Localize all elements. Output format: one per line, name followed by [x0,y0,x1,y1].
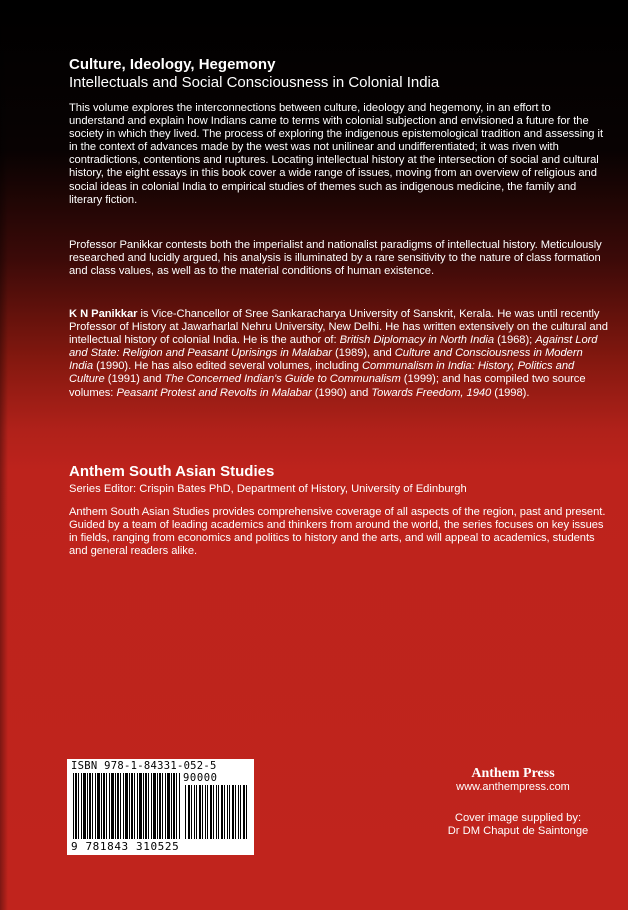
cover-credit-name: Dr DM Chaput de Saintonge [447,825,589,837]
barcode-addon-bars [185,785,249,839]
work-title: Communalism in India: History, Politics and Culture [69,360,575,386]
author-bio-text: is Vice-Chancellor of Sree Sankaracharya University of Sanskrit, Kerala. He was until recently Professor of History at Jawarharlal Nehru University, New Delhi. He has written extensively on the cultural and intellectual history of colonial India. He is the author of: [69,308,608,347]
blurb-paragraph-1: This volume explores the interconnections between culture, ideology and hegemony, in an effort to understand and explain how Indians came to terms with colonial subjection and envisioned a future for the society in which they lived. The process of exploring the indigenous epistemological tradition and assessing it in the context of advances made by the west was not unilinear and undifferentiated; it was riven with contradictions, contentions and ruptures. Locating intellectual history at the intersection of social and cultural history, the eight essays in this book cover a wide range of issues, moving from an overview of religious and social ideas in colonial India to empirical studies of themes such as indigenous medicine, the family and literary fiction. [69,102,604,206]
work-title: The Concerned Indian's Guide to Communalism [164,373,401,386]
spine-shadow [0,0,8,910]
series-editor: Series Editor: Crispin Bates PhD, Department of History, University of Edinburgh [69,483,467,495]
blurb-paragraph-2: Professor Panikkar contests both the imperialist and nationalist paradigms of intellectual history. Meticulously researched and lucidly argued, his analysis is illuminated by a rare sensitivity to the nature of class formation and class values, as well as to the material conditions of human existence. [69,239,602,278]
isbn-barcode [67,759,254,855]
author-bio [69,308,609,400]
author-bio-text: (1990) and [311,386,372,399]
work-title: Peasant Protest and Revolts in Malabar [116,386,312,399]
series-title: Anthem South Asian Studies [69,463,275,480]
work-title: Culture and Consciousness in Modern India [69,347,583,373]
barcode-digits: 9 781843 310525 [71,840,180,853]
cover-credit-label: Cover image supplied by: [454,812,582,824]
work-title: British Diplomacy in North India [339,334,495,347]
work-title: Towards Freedom, 1940 [371,386,492,399]
author-bio-text: (1991) and [104,373,165,386]
work-title: Against Lord and State: Religion and Peasant Uprisings in Malabar [69,334,598,360]
series-description: Anthem South Asian Studies provides comprehensive coverage of all aspects of the region, past and present. Guided by a team of leading academics and thinkers from around the world, the series focuses on key issues in fields, ranging from economics and politics to history and the arts, and will appeal to academics, students and general readers alike. [69,506,606,558]
barcode-bars [73,773,181,839]
book-title: Culture, Ideology, Hegemony [69,56,276,73]
author-bio-text: (1999); and has compiled two source volumes: [69,373,586,399]
book-subtitle: Intellectuals and Social Consciousness in Colonial India [69,74,440,91]
author-bio-text: (1968); [494,334,536,347]
author-bio-text: (1998). [491,386,530,399]
author-name: K N Panikkar [69,308,138,320]
author-bio-text: (1990). He has also edited several volumes, including [93,360,363,373]
publisher-name: Anthem Press [471,766,555,781]
isbn-number: ISBN 978-1-84331-052-5 [71,760,217,772]
author-bio-text: (1989), and [331,347,395,360]
publisher-url: www.anthempress.com [456,781,570,793]
price-code: 90000 [183,772,218,784]
